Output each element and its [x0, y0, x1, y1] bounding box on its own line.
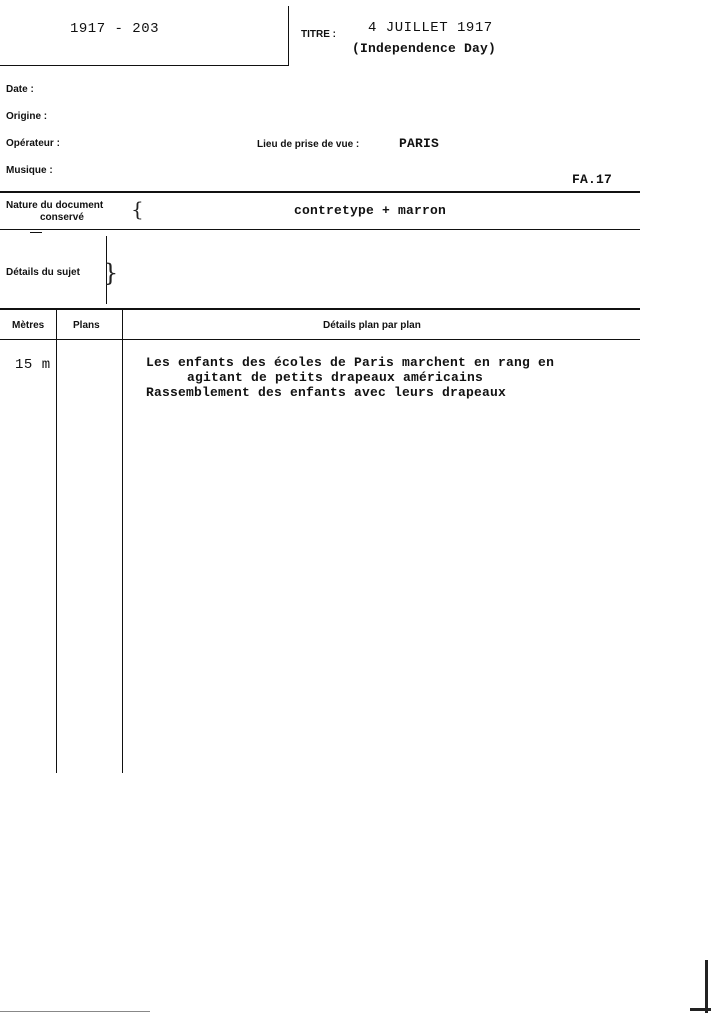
operateur-label: Opérateur :	[6, 138, 60, 149]
col-header-plans: Plans	[73, 320, 100, 331]
nature-label-line-2: conservé	[40, 212, 84, 223]
col-header-details: Détails plan par plan	[323, 320, 421, 331]
origine-label: Origine :	[6, 111, 48, 122]
col-divider-plans-details	[122, 310, 123, 773]
nature-value: contretype + marron	[294, 203, 447, 218]
musique-label: Musique :	[6, 165, 53, 176]
table-top-rule	[0, 308, 640, 310]
titre-label: TITRE :	[301, 29, 336, 40]
detail-line: Les enfants des écoles de Paris marchent en rang en	[146, 355, 555, 370]
details-sujet-label: Détails du sujet	[6, 267, 80, 278]
details-sujet-brace-icon: }	[103, 259, 119, 287]
rule-stroke-mark	[30, 232, 42, 233]
titre-line-2: (Independence Day)	[352, 41, 497, 56]
archive-code: FA.17	[572, 172, 613, 187]
lieu-value: PARIS	[399, 136, 440, 151]
col-header-metres: Mètres	[12, 320, 45, 331]
metres-value: 15 m	[15, 357, 51, 373]
date-label: Date :	[6, 84, 34, 95]
col-divider-metres-plans	[56, 310, 57, 773]
header-box-bottom-rule	[0, 65, 289, 66]
detail-line: Rassemblement des enfants avec leurs drapeaux	[146, 385, 507, 400]
detail-line: agitant de petits drapeaux américains	[187, 370, 484, 385]
nature-label-line-1: Nature du document	[6, 200, 104, 211]
rule-below-nature	[0, 229, 640, 230]
lieu-label: Lieu de prise de vue :	[257, 139, 360, 150]
header-box-right-rule	[288, 6, 289, 66]
scan-edge-corner	[690, 1008, 711, 1011]
nature-brace-icon: {	[131, 197, 144, 221]
scan-edge-right	[705, 960, 708, 1013]
scan-edge-bottom	[0, 1011, 150, 1012]
reference-number: 1917 - 203	[70, 21, 160, 37]
table-header-rule	[0, 339, 640, 340]
rule-above-nature	[0, 191, 640, 193]
titre-line-1: 4 JUILLET 1917	[368, 20, 493, 36]
